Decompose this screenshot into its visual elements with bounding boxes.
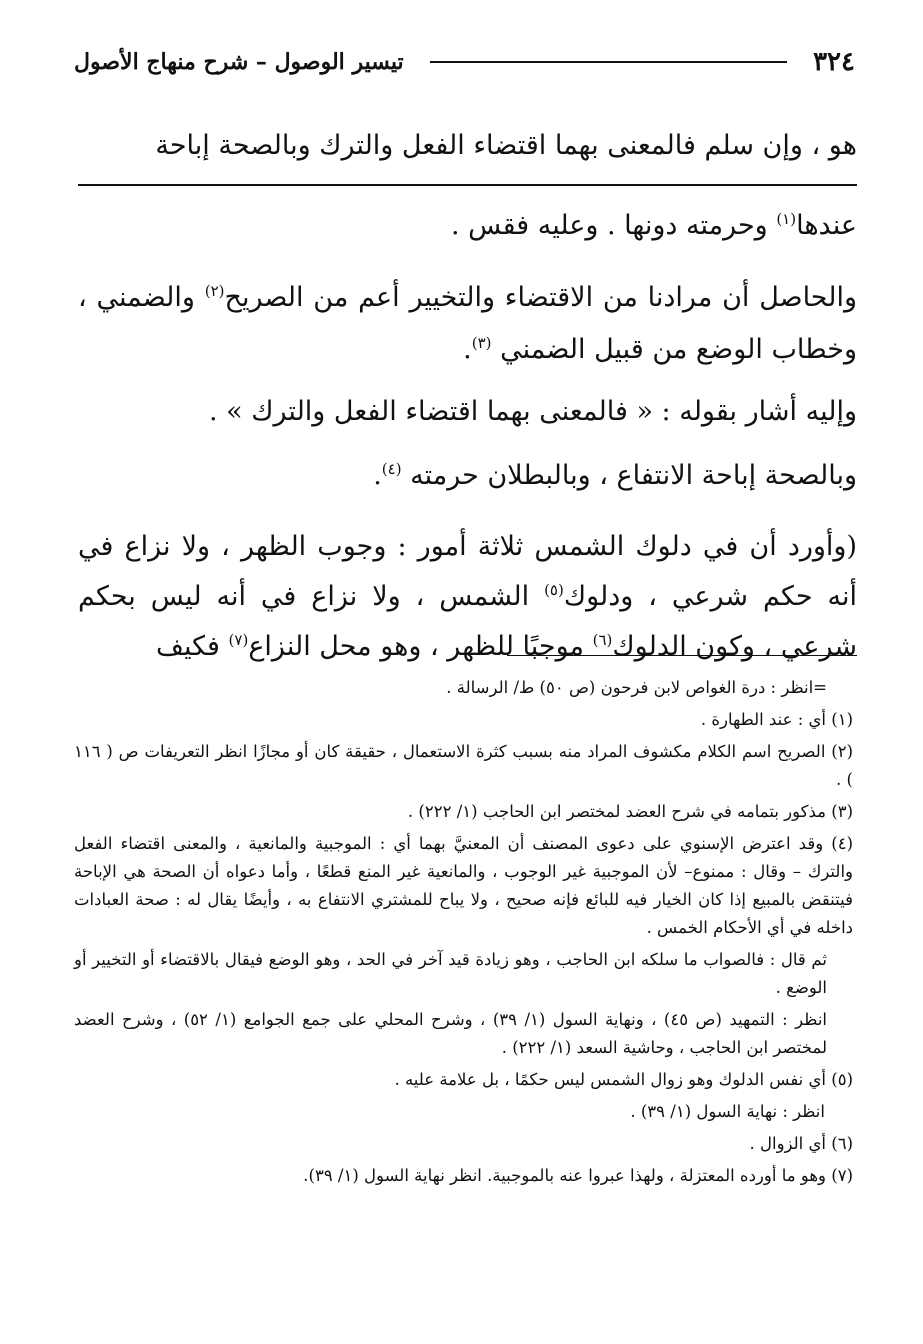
footnote-ref[interactable]: (٢) (204, 282, 225, 300)
page-number: ٣٢٤ (813, 47, 855, 77)
footnote-ref[interactable]: (٧) (228, 631, 249, 649)
footnote-4-continued: ثم قال : فالصواب ما سلكه ابن الحاجب ، وهو زيادة قيد آخر في الحد ، وهو الوضع فيقال بالاقتضاء أو التخيير أو الوضع . (74, 950, 827, 997)
footnote-1: (١) أي : عند الطهارة . (700, 710, 853, 729)
paragraph-3 (78, 384, 857, 440)
main-text (78, 118, 857, 672)
text-run: وحرمته دونها . وعليه فقس . (450, 210, 777, 241)
text-run: والضمني ، وخطاب الوضع من قبيل الضمني (78, 282, 857, 365)
text-run: وإليه أشار بقوله : « فالمعنى بهما اقتضاء الفعل والترك » . (209, 396, 857, 427)
text-run: فكيف (156, 631, 229, 662)
footnote-ref[interactable]: (٦) (592, 631, 613, 649)
footnote-4-sources: انظر : التمهيد (ص ٤٥) ، ونهاية السول (١/ ٣٩) ، وشرح المحلي على جمع الجوامع (١/ ٥٢) ، وشرح العضد لمختصر ابن الحاجب ، وحاشية السعد (١/ ٢٢٢) . (74, 1010, 827, 1057)
footnote-2: (٢) الصريح اسم الكلام مكشوف المراد منه بسبب كثرة الاستعمال ، حقيقة كان أو مجازًا انظر التعريفات ص ( ١١٦ ) . (74, 742, 853, 789)
running-header (74, 40, 855, 84)
header-rule (430, 61, 787, 63)
text-run: (وأورد أن في دلوك الشمس ثلاثة أمور : وجوب الظهر ، ولا نزاع في أنه حكم شرعي ، ودلوك (78, 531, 857, 612)
text-run: . (373, 460, 382, 491)
footnote-ref[interactable]: (٣) (471, 334, 492, 352)
text-run: والحاصل أن مرادنا من الاقتضاء والتخيير أعم من الصريح (224, 282, 857, 313)
footnote-4: (٤) وقد اعترض الإسنوي على دعوى المصنف أن المعنيَّ بهما أي : الموجبية والمانعية ، والمعنى اقتضاء الفعل والترك – وقال : ممنوع– لأن الموجبية غير الوجوب ، والمانعية غير المنع قطعًا ، وأما دعواه أن الصحة هي الإباحة فيتنقض بالمبيع إذا كان الخيار فيه للبائع فإنه صحيح ، ولا يباح للمشتري الانتفاع به ، وأيضًا يقال له : صحة العبادات داخله في أي الأحكام الخمس . (74, 834, 853, 937)
paragraph-4 (78, 448, 857, 504)
footnote-continuation: =انظر : درة الغواص لابن فرحون (ص ٥٠) ط/ الرسالة . (446, 678, 827, 697)
paragraph-5 (78, 522, 857, 672)
book-title: تيسير الوصول – شرح منهاج الأصول (74, 49, 404, 75)
text-run: . (463, 334, 472, 365)
text-run: موجبًا للظهر ، وهو محل النزاع (248, 631, 593, 662)
text-run: وبالصحة إباحة الانتفاع ، وبالبطلان حرمته (401, 460, 857, 491)
paragraph-2 (78, 272, 857, 376)
text-run: عندها (796, 210, 857, 241)
footnote-6: (٦) أي الزوال . (749, 1134, 853, 1153)
text-run: الشمس ، ولا نزاع في أنه ليس بحكم شرعي ، وكون الدلوك (78, 581, 857, 662)
footnote-ref[interactable]: (٥) (544, 581, 564, 599)
footnote-7: (٧) وهو ما أورده المعتزلة ، ولهذا عبروا عنه بالموجبية. انظر نهاية السول (١/ ٣٩). (303, 1166, 853, 1185)
paragraph-1 (78, 118, 857, 254)
footnote-5: (٥) أي نفس الدلوك وهو زوال الشمس ليس حكمًا ، بل علامة عليه . (394, 1070, 853, 1089)
footnotes (74, 674, 853, 1194)
underlined-line: هو ، وإن سلم فالمعنى بهما اقتضاء الفعل والترك وبالصحة إباحة (78, 118, 857, 186)
footnote-ref[interactable]: (٤) (381, 460, 402, 478)
footnote-5-sources: انظر : نهاية السول (١/ ٣٩) . (630, 1102, 825, 1121)
footnote-3: (٣) مذكور بتمامه في شرح العضد لمختصر ابن الحاجب (١/ ٢٢٢) . (407, 802, 853, 821)
footnote-separator (507, 655, 857, 656)
footnote-ref[interactable]: (١) (776, 210, 797, 228)
